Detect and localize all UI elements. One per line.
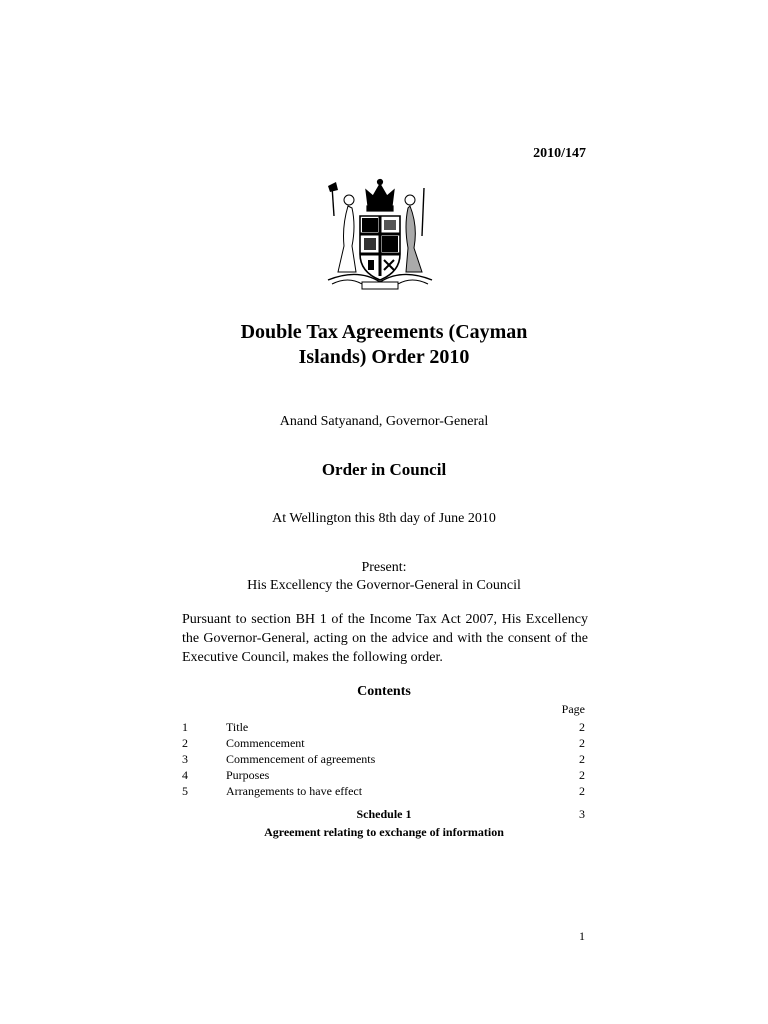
item-number: 5 (182, 784, 188, 798)
list-item[interactable] (182, 783, 585, 799)
item-number: 2 (182, 736, 188, 750)
item-number: 3 (182, 752, 188, 766)
item-title: Commencement (226, 736, 305, 750)
item-number: 4 (182, 768, 188, 782)
present-text: His Excellency the Governor-General in Council (247, 578, 521, 593)
serial-number: 2010/147 (533, 146, 586, 161)
present-block (180, 559, 588, 595)
contents-list (182, 719, 585, 799)
document-title (180, 320, 588, 370)
schedule-subtitle: Agreement relating to exchange of information (264, 825, 504, 839)
title-line-2: Islands) Order 2010 (298, 346, 470, 368)
item-number: 1 (182, 720, 188, 734)
place-date-line: At Wellington this 8th day of June 2010 (272, 511, 496, 526)
item-title: Arrangements to have effect (226, 784, 363, 798)
page-number: 1 (579, 929, 585, 943)
list-item[interactable] (182, 767, 585, 783)
item-page: 2 (579, 768, 585, 782)
item-page: 2 (579, 736, 585, 750)
pursuant-paragraph: Pursuant to section BH 1 of the Income Tax Act 2007, His Excellency the Governor-General, acting on the advice and with the consent of the Executive Council, makes the following order. (182, 612, 588, 665)
item-title: Commencement of agreements (226, 752, 376, 766)
present-label: Present: (361, 560, 407, 575)
governor-general-line: Anand Satyanand, Governor-General (279, 414, 489, 429)
item-title: Title (226, 720, 249, 734)
list-item[interactable] (182, 751, 585, 767)
title-line-1: Double Tax Agreements (Cayman (240, 321, 528, 343)
schedule-title[interactable]: Schedule 1 (356, 807, 412, 821)
order-heading: Order in Council (321, 460, 447, 479)
schedule-page: 3 (579, 807, 585, 821)
list-item[interactable] (182, 735, 585, 751)
item-title: Purposes (226, 768, 270, 782)
item-page: 2 (579, 720, 585, 734)
page-column-label: Page (561, 702, 585, 716)
coat-of-arms-icon (318, 176, 442, 294)
item-page: 2 (579, 752, 585, 766)
contents-heading: Contents (357, 684, 411, 699)
list-item[interactable] (182, 719, 585, 735)
item-page: 2 (579, 784, 585, 798)
